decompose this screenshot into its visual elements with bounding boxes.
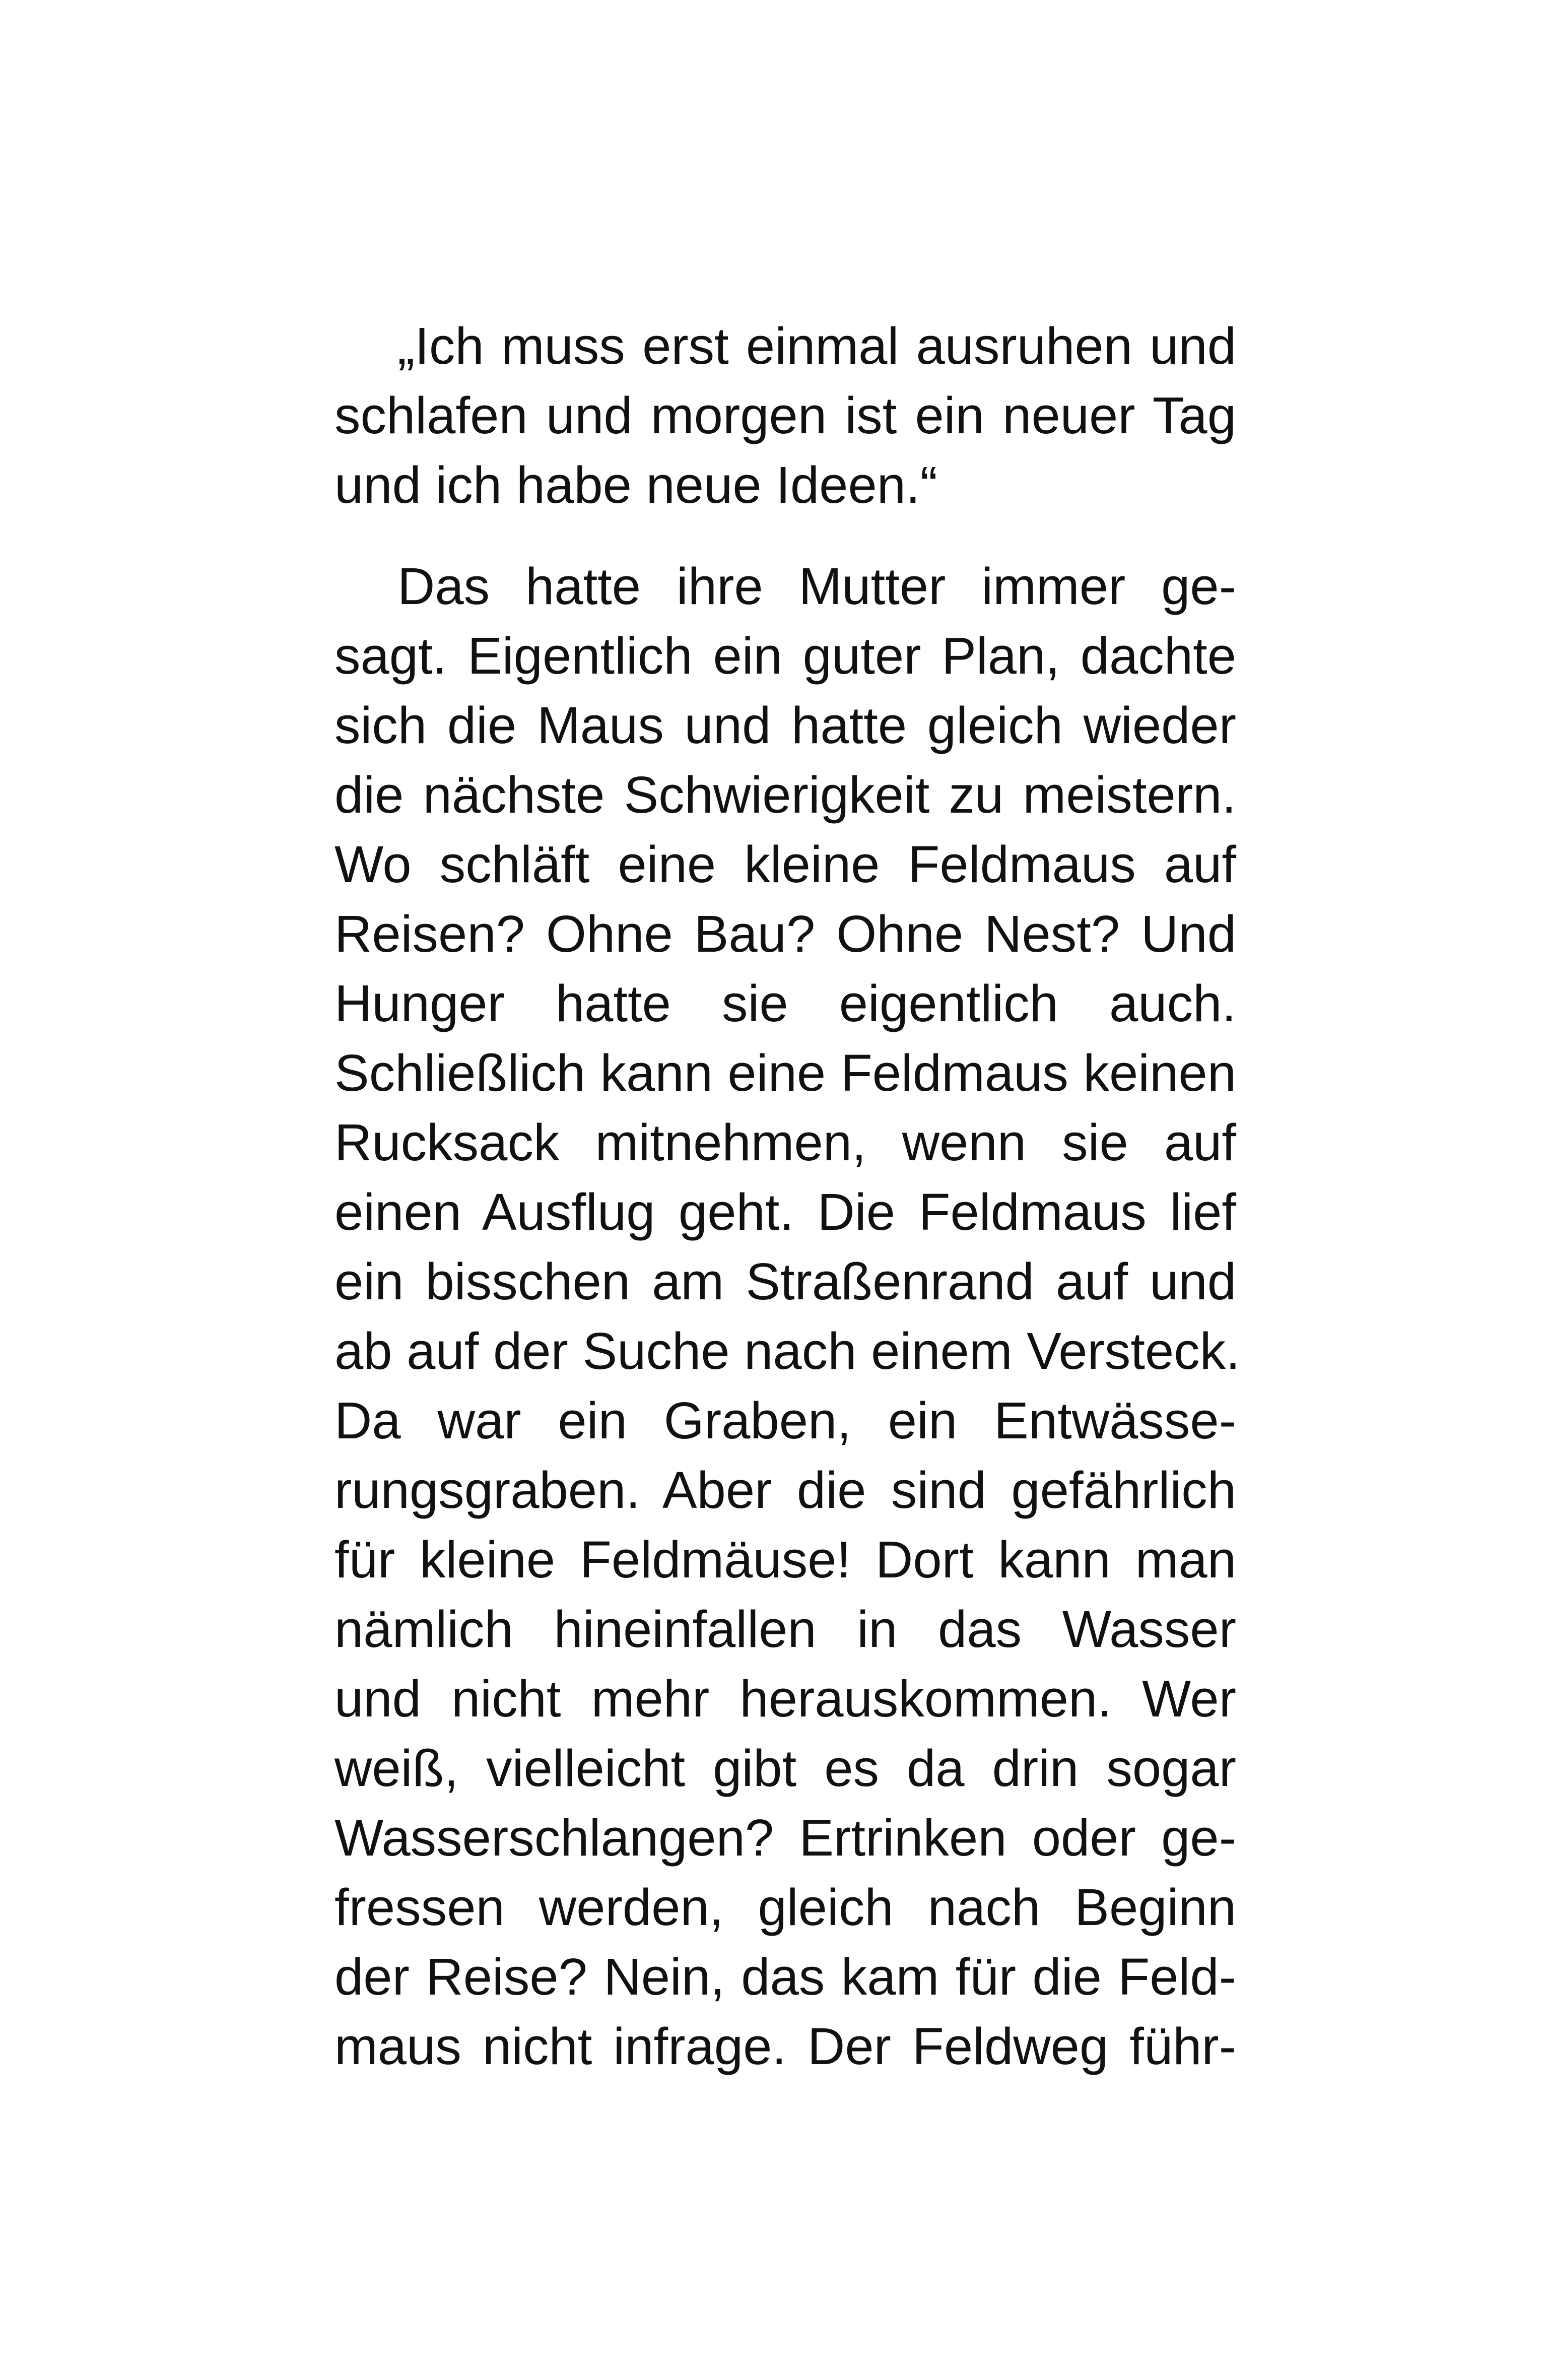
- text-line: und nicht mehr herauskommen. Wer: [334, 1670, 1236, 1728]
- body-text: [334, 311, 1240, 2081]
- text-line: Rucksack mitnehmen, wenn sie auf: [334, 1113, 1236, 1171]
- text-line: sich die Maus und hatte gleich wieder: [334, 696, 1236, 754]
- paragraph-gap: [334, 520, 1236, 552]
- text-line: Wasserschlangen? Ertrinken oder ge-: [334, 1809, 1236, 1867]
- text-line: Schließlich kann eine Feldmaus keinen: [334, 1044, 1236, 1102]
- paragraph-2: [334, 552, 1240, 2081]
- text-line: Wo schläft eine kleine Feldmaus auf: [334, 835, 1236, 893]
- text-line: für kleine Feldmäuse! Dort kann man: [334, 1531, 1236, 1589]
- text-line: nämlich hineinfallen in das Wasser: [334, 1600, 1236, 1658]
- text-line: einen Ausflug geht. Die Feldmaus lief: [334, 1183, 1236, 1241]
- text-line: sagt. Eigentlich ein guter Plan, dachte: [334, 627, 1236, 685]
- text-line: Das hatte ihre Mutter immer ge-: [397, 557, 1236, 615]
- text-line: und ich habe neue Ideen.“: [334, 456, 937, 514]
- text-line: Hunger hatte sie eigentlich auch.: [334, 974, 1236, 1032]
- text-line: Da war ein Graben, ein Entwässe-: [334, 1392, 1236, 1449]
- text-line: maus nicht infrage. Der Feldweg führ-: [334, 2017, 1236, 2075]
- text-line: der Reise? Nein, das kam für die Feld-: [334, 1948, 1236, 2006]
- text-line: schlafen und morgen ist ein neuer Tag: [334, 386, 1236, 444]
- text-line: die nächste Schwierigkeit zu meistern.: [334, 766, 1236, 824]
- text-line: ab auf der Suche nach einem Versteck.: [334, 1322, 1240, 1380]
- text-line: Reisen? Ohne Bau? Ohne Nest? Und: [334, 905, 1236, 963]
- text-line: weiß, vielleicht gibt es da drin sogar: [334, 1739, 1236, 1797]
- paragraph-1: [334, 311, 1236, 520]
- text-line: „Ich muss erst einmal ausruhen und: [397, 317, 1236, 375]
- text-line: rungsgraben. Aber die sind gefährlich: [334, 1461, 1236, 1519]
- text-line: ein bisschen am Straßenrand auf und: [334, 1252, 1236, 1310]
- text-line: fressen werden, gleich nach Beginn: [334, 1878, 1236, 1936]
